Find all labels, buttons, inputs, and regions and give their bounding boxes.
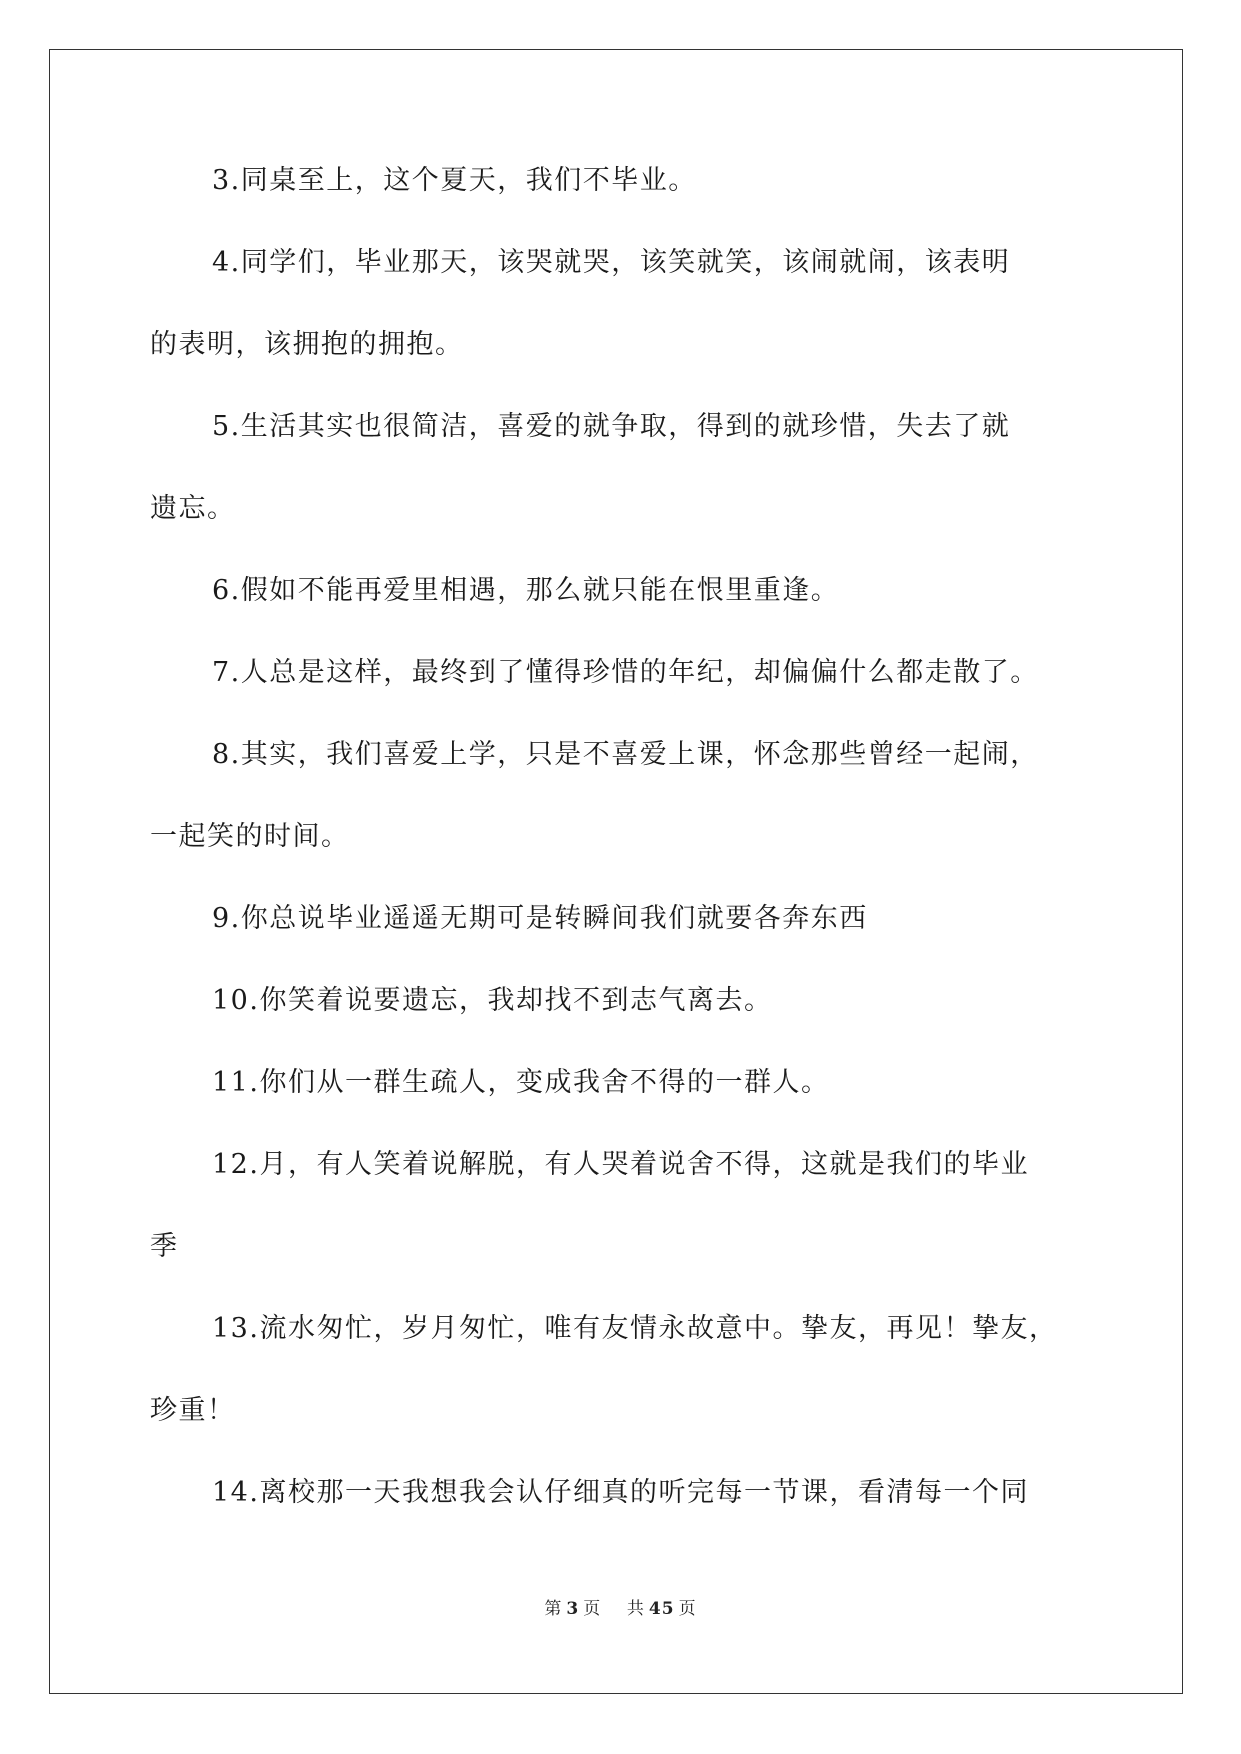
paragraph-continuation: 一起笑的时间。 — [150, 821, 350, 852]
paragraph-9 — [150, 899, 1090, 939]
paragraph-line: 4.同学们，毕业那天，该哭就哭，该笑就笑，该闹就闹，该表明 — [212, 247, 1011, 278]
paragraph-14 — [150, 1473, 1090, 1513]
paragraph-12 — [150, 1145, 1090, 1267]
paragraph-line: 11.你们从一群生疏人，变成我舍不得的一群人。 — [212, 1067, 830, 1098]
paragraph-11 — [150, 1063, 1090, 1103]
paragraph-continuation: 的表明，该拥抱的拥抱。 — [150, 329, 464, 360]
document-body — [150, 161, 1090, 1513]
paragraph-line: 13.流水匆忙，岁月匆忙，唯有友情永故意中。挚友，再见！挚友， — [212, 1313, 1058, 1344]
total-pages: 45 — [648, 1599, 675, 1619]
paragraph-6 — [150, 571, 1090, 611]
footer-total-suffix: 页 — [678, 1599, 697, 1619]
footer-total-prefix: 共 — [626, 1599, 645, 1619]
paragraph-continuation: 季 — [150, 1231, 179, 1262]
page-footer — [0, 1594, 1241, 1619]
paragraph-13 — [150, 1309, 1090, 1431]
paragraph-7 — [150, 653, 1090, 693]
paragraph-line: 6.假如不能再爱里相遇，那么就只能在恨里重逢。 — [212, 575, 840, 606]
paragraph-line: 8.其实，我们喜爱上学，只是不喜爱上课，怀念那些曾经一起闹， — [212, 739, 1039, 770]
page-number: 3 — [566, 1599, 580, 1619]
paragraph-line: 5.生活其实也很简洁，喜爱的就争取，得到的就珍惜，失去了就 — [212, 411, 1011, 442]
paragraph-line: 7.人总是这样，最终到了懂得珍惜的年纪，却偏偏什么都走散了。 — [212, 657, 1039, 688]
paragraph-line: 12.月，有人笑着说解脱，有人哭着说舍不得，这就是我们的毕业 — [212, 1149, 1029, 1180]
paragraph-8 — [150, 735, 1090, 857]
paragraph-line: 9.你总说毕业遥遥无期可是转瞬间我们就要各奔东西 — [212, 903, 868, 934]
paragraph-continuation: 遗忘。 — [150, 493, 236, 524]
paragraph-5 — [150, 407, 1090, 529]
paragraph-4 — [150, 243, 1090, 365]
paragraph-line: 3.同桌至上，这个夏天，我们不毕业。 — [212, 165, 697, 196]
footer-prefix: 第 — [544, 1599, 563, 1619]
paragraph-line: 14.离校那一天我想我会认仔细真的听完每一节课，看清每一个同 — [212, 1477, 1029, 1508]
footer-page-suffix: 页 — [583, 1599, 602, 1619]
paragraph-continuation: 珍重！ — [150, 1395, 236, 1426]
paragraph-10 — [150, 981, 1090, 1021]
paragraph-line: 10.你笑着说要遗忘，我却找不到志气离去。 — [212, 985, 773, 1016]
paragraph-3 — [150, 161, 1090, 201]
